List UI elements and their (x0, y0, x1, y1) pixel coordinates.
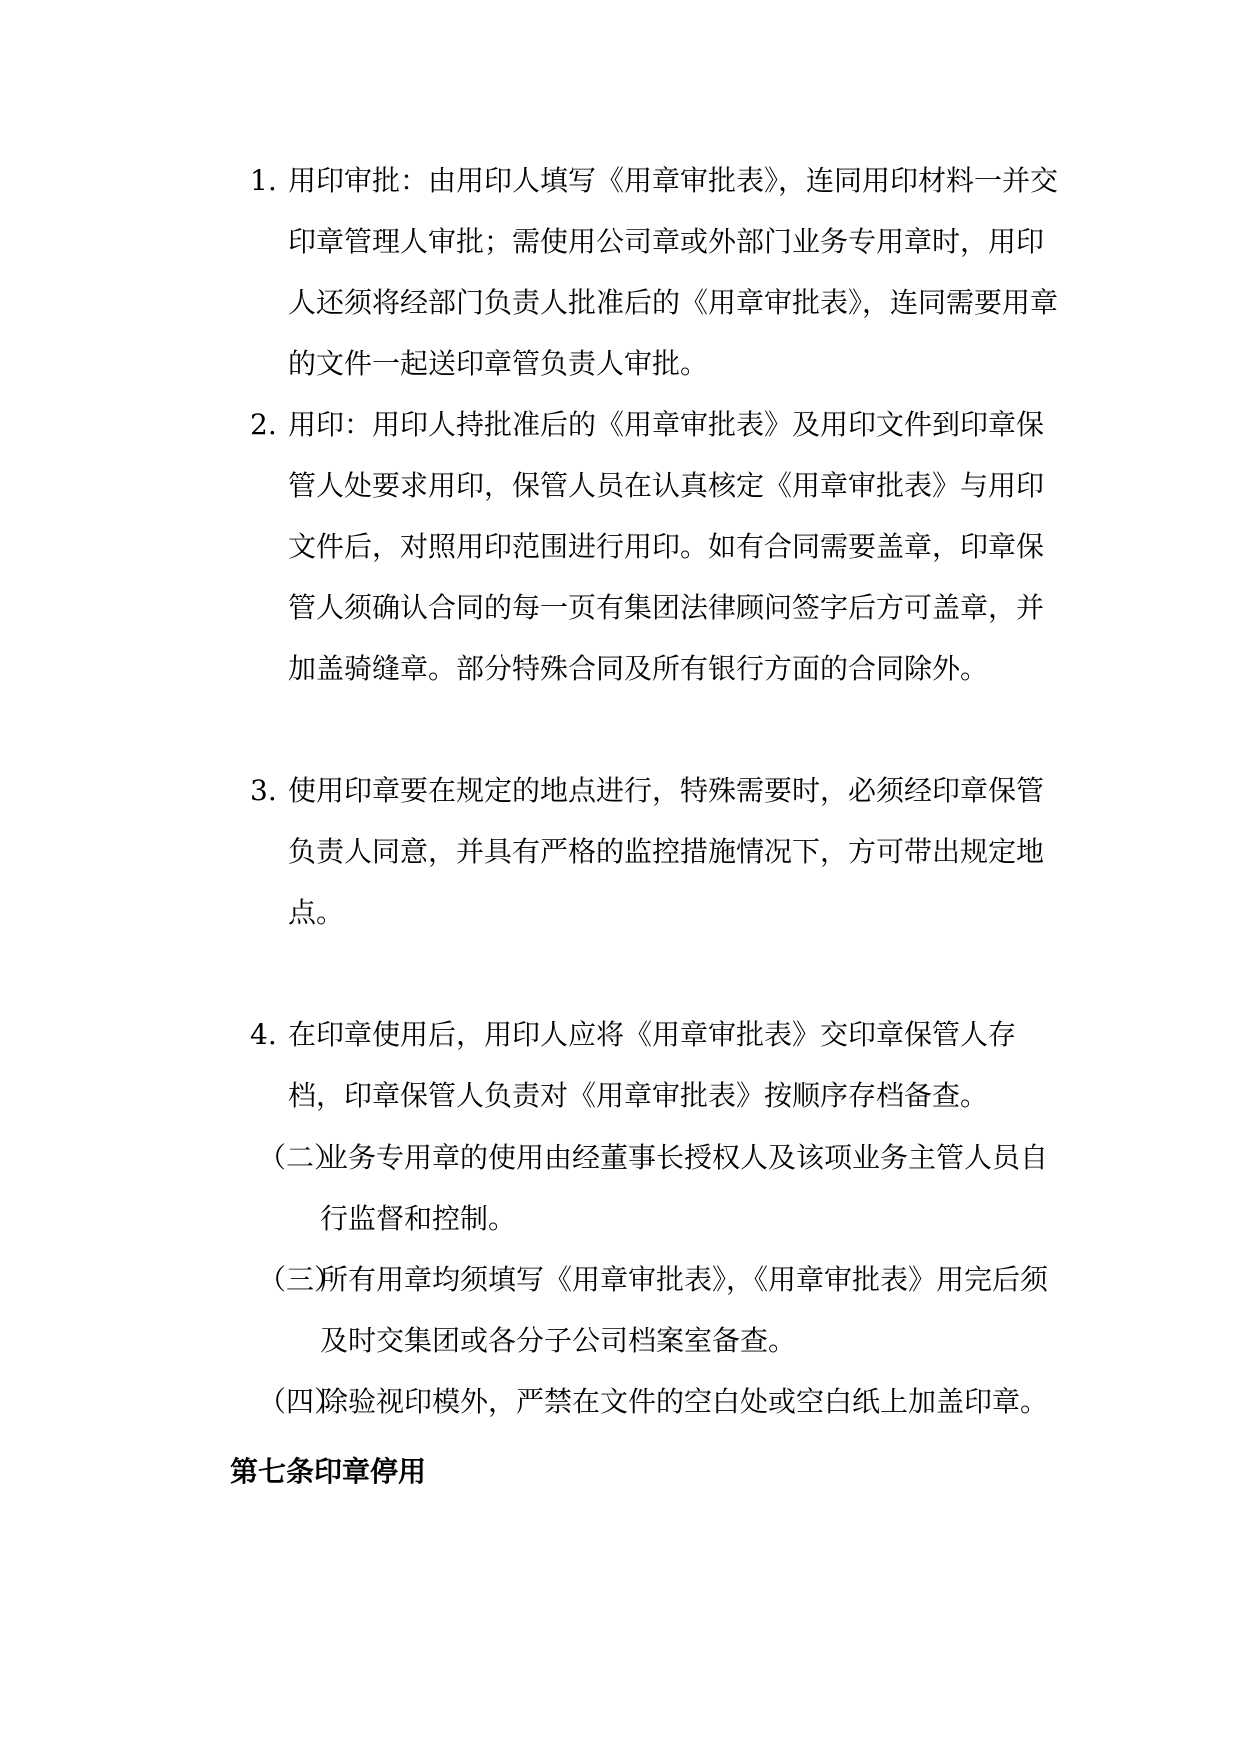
numbered-item-1 (250, 150, 1059, 394)
item-text: 使用印章要在规定的地点进行，特殊需要时，必须经印章保管负责人同意，并具有严格的监控措施情况下，方可带出规定地点。 (288, 774, 1045, 929)
section-marker: （四） (258, 1385, 343, 1418)
numbered-item-2 (250, 394, 1058, 699)
item-text: 在印章使用后，用印人应将《用章审批表》交印章保管人存档，印章保管人负责对《用章审批表》按顺序存档备查。 (288, 1018, 1017, 1112)
item-number: 1. (250, 164, 277, 197)
item-number: 4. (250, 1018, 277, 1051)
section-text: 除验视印模外，严禁在文件的空白处或空白纸上加盖印章。 (320, 1385, 1049, 1418)
article-heading: 第七条印章停用 (230, 1455, 427, 1488)
item-text: 用印审批：由用印人填写《用章审批表》，连同用印材料一并交印章管理人审批；需使用公司章或外部门业务专用章时，用印人还须将经部门负责人批准后的《用章审批表》，连同需要用章的文件一起送印章管负责人审批。 (288, 164, 1059, 380)
section-item-2 (258, 1127, 1058, 1249)
numbered-item-4 (250, 1004, 1058, 1126)
section-marker: （二） (258, 1141, 343, 1174)
item-text: 用印：用印人持批准后的《用章审批表》及用印文件到印章保管人处要求用印，保管人员在认真核定《用章审批表》与用印文件后，对照用印范围进行用印。如有合同需要盖章，印章保管人须确认合同的每一页有集团法律顾问签字后方可盖章，并加盖骑缝章。部分特殊合同及所有银行方面的合同除外。 (288, 408, 1045, 685)
section-marker: （三） (258, 1263, 343, 1296)
item-number: 2. (250, 408, 277, 441)
section-item-3 (258, 1249, 1058, 1371)
section-text: 所有用章均须填写《用章审批表》，《用章审批表》用完后须及时交集团或各分子公司档案室备查。 (320, 1263, 1049, 1357)
section-item-4 (258, 1371, 1110, 1432)
item-number: 3. (250, 774, 277, 807)
section-text: 业务专用章的使用由经董事长授权人及该项业务主管人员自行监督和控制。 (320, 1141, 1049, 1235)
numbered-item-3 (250, 760, 1058, 943)
